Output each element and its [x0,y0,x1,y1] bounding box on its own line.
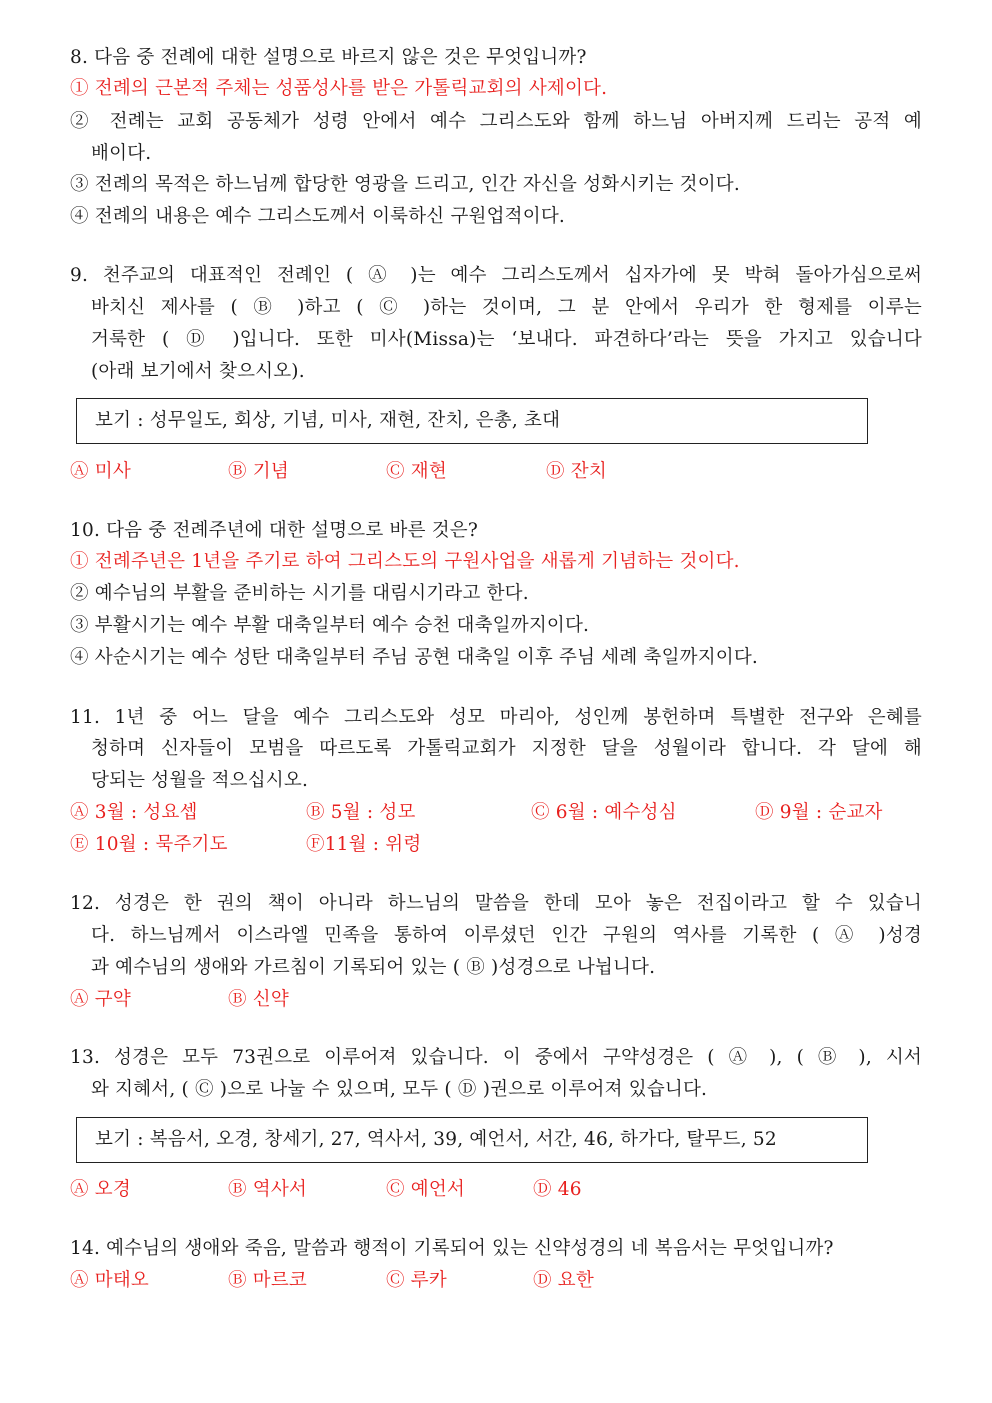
q9-answer-b: Ⓑ 기념 [228,461,289,482]
q12-line-1: 12. 성경은 한 권의 책이 아니라 하느님의 말씀을 한데 모아 놓은 전집이라고 할 수 있습니 [70,893,922,914]
q11-line-3: 당되는 성월을 적으십시오. [91,770,309,791]
q14-answer-a: Ⓐ 마태오 [70,1270,149,1291]
q9-line-2: 바치신 제사를 ( Ⓑ )하고 ( Ⓒ )하는 것이며, 그 분 안에서 우리가 한 형제를 이루는 [91,297,922,318]
q10-option-4: ④ 사순시기는 예수 성탄 대축일부터 주님 공현 대축일 이후 주님 세례 축일까지이다. [70,647,759,668]
q8-option-2-line1: ② 전례는 교회 공동체가 성령 안에서 예수 그리스도와 함께 하느님 아버지께 드리는 공적 예 [70,111,922,132]
q11-answer-a: Ⓐ 3월 : 성요셉 [70,802,198,823]
q10-question: 10. 다음 중 전례주년에 대한 설명으로 바른 것은? [70,520,478,541]
q10-option-2: ② 예수님의 부활을 준비하는 시기를 대림시기라고 한다. [70,583,529,604]
q11-answer-d: Ⓓ 9월 : 순교자 [755,802,883,823]
q8-option-1: ① 전례의 근본적 주체는 성품성사를 받은 가톨릭교회의 사제이다. [70,78,608,99]
q8-question: 8. 다음 중 전례에 대한 설명으로 바르지 않은 것은 무엇입니까? [70,47,587,68]
q9-answer-d: Ⓓ 잔치 [546,461,607,482]
q9-answer-c: Ⓒ 재현 [386,461,447,482]
q14-answer-b: Ⓑ 마르코 [228,1270,307,1291]
q11-answer-b: Ⓑ 5월 : 성모 [306,802,416,823]
q11-answer-e: Ⓔ 10월 : 묵주기도 [70,834,228,855]
q13-answer-d: Ⓓ 46 [533,1179,582,1200]
q11-answer-c: Ⓒ 6월 : 예수성심 [531,802,677,823]
q13-hint-box [76,1117,868,1163]
q13-answer-a: Ⓐ 오경 [70,1179,131,1200]
q13-line-1: 13. 성경은 모두 73권으로 이루어져 있습니다. 이 중에서 구약성경은 ( Ⓐ ), ( Ⓑ ), 시서 [70,1047,922,1068]
q12-answer-b: Ⓑ 신약 [228,989,289,1010]
q10-option-3: ③ 부활시기는 예수 부활 대축일부터 예수 승천 대축일까지이다. [70,615,590,636]
q8-option-2-line2: 배이다. [91,143,152,164]
q9-answer-a: Ⓐ 미사 [70,461,131,482]
q9-line-4: (아래 보기에서 찾으시오). [91,361,305,382]
q11-line-2: 청하며 신자들이 모범을 따르도록 가톨릭교회가 지정한 달을 성월이라 합니다. 각 달에 해 [91,738,922,759]
q11-answer-f: Ⓕ11월 : 위령 [306,834,422,855]
q13-answer-b: Ⓑ 역사서 [228,1179,307,1200]
q13-line-2: 와 지혜서, ( Ⓒ )으로 나눌 수 있으며, 모두 ( Ⓓ )권으로 이루어져 있습니다. [91,1079,708,1100]
q12-line-3: 과 예수님의 생애와 가르침이 기록되어 있는 ( Ⓑ )성경으로 나뉩니다. [91,957,656,978]
q11-line-1: 11. 1년 중 어느 달을 예수 그리스도와 성모 마리아, 성인께 봉헌하며 특별한 전구와 은혜를 [70,707,922,728]
q14-question: 14. 예수님의 생애와 죽음, 말씀과 행적이 기록되어 있는 신약성경의 네 복음서는 무엇입니까? [70,1238,834,1259]
q9-hint-text: 보기 : 성무일도, 회상, 기념, 미사, 재현, 잔치, 은총, 초대 [95,410,561,431]
q12-line-2: 다. 하느님께서 이스라엘 민족을 통하여 이루셨던 인간 구원의 역사를 기록한 ( Ⓐ )성경 [91,925,922,946]
q9-line-1: 9. 천주교의 대표적인 전례인 ( Ⓐ )는 예수 그리스도께서 십자가에 못 박혀 돌아가심으로써 [70,265,922,286]
q13-answer-c: Ⓒ 예언서 [386,1179,465,1200]
q14-answer-d: Ⓓ 요한 [533,1270,594,1291]
q9-hint-box [76,398,868,444]
q9-line-3: 거룩한 ( Ⓓ )입니다. 또한 미사(Missa)는 ‘보내다. 파견하다’라는 뜻을 가지고 있습니다 [91,329,922,350]
q13-hint-text: 보기 : 복음서, 오경, 창세기, 27, 역사서, 39, 예언서, 서간, 46, 하가다, 탈무드, 52 [95,1129,777,1150]
q10-option-1: ① 전례주년은 1년을 주기로 하여 그리스도의 구원사업을 새롭게 기념하는 것이다. [70,551,740,572]
q14-answer-c: Ⓒ 루카 [386,1270,447,1291]
q8-option-3: ③ 전례의 목적은 하느님께 합당한 영광을 드리고, 인간 자신을 성화시키는 것이다. [70,174,740,195]
q8-option-4: ④ 전례의 내용은 예수 그리스도께서 이룩하신 구원업적이다. [70,206,565,227]
q12-answer-a: Ⓐ 구약 [70,989,131,1010]
